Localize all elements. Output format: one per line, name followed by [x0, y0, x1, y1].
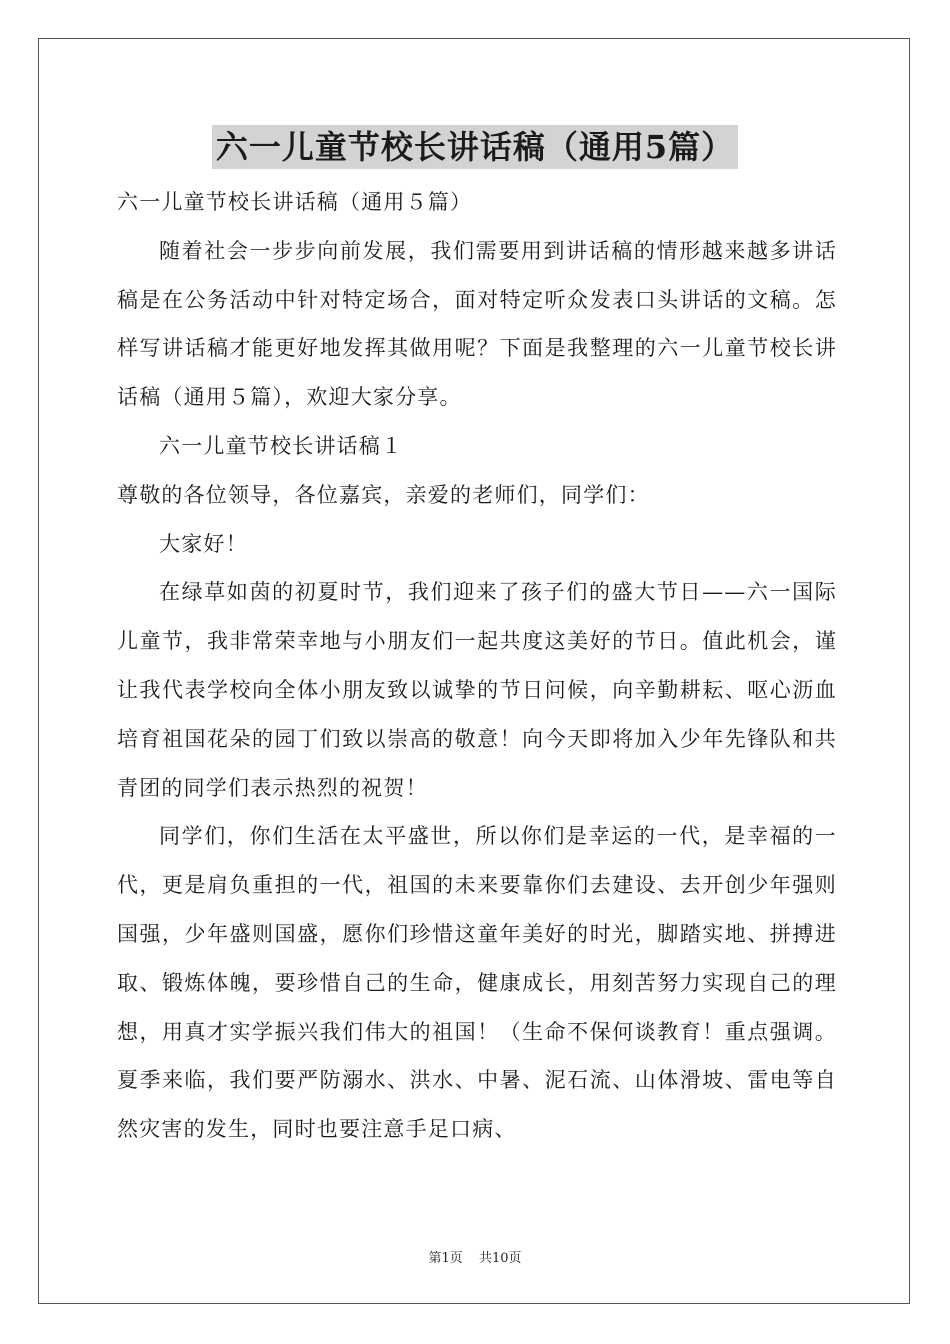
document-body [117, 178, 837, 1154]
page-number: 第1页 [428, 1251, 463, 1266]
body-paragraph: 同学们，你们生活在太平盛世，所以你们是幸运的一代，是幸福的一代，更是肩负重担的一代，祖国的未来要靠你们去建设、去开创少年强则国强，少年盛则国盛，愿你们珍惜这童年美好的时光，脚踏实地、拼搏进取、锻炼体魄，要珍惜自己的生命，健康成长，用刻苦努力实现自己的理想，用真才实学振兴我们伟大的祖国！（生命不保何谈教育！重点强调。夏季来临，我们要严防溺水、洪水、中暑、泥石流、山体滑坡、雷电等自然灾害的发生，同时也要注意手足口病、 [117, 824, 837, 1142]
salutation: 尊敬的各位领导，各位嘉宾，亲爱的老师们，同学们： [117, 482, 650, 507]
page-total: 共10页 [478, 1251, 522, 1266]
title-container [0, 125, 950, 169]
intro-paragraph: 随着社会一步步向前发展，我们需要用到讲话稿的情形越来越多讲话稿是在公务活动中针对特定场合，面对特定听众发表口头讲话的文稿。怎样写讲话稿才能更好地发挥其做用呢？下面是我整理的六一儿童节校长讲话稿（通用５篇），欢迎大家分享。 [117, 238, 837, 410]
greeting: 大家好！ [159, 531, 248, 556]
page-footer [0, 1247, 950, 1266]
section-heading: 六一儿童节校长讲话稿１ [159, 433, 404, 458]
body-paragraph: 在绿草如茵的初夏时节，我们迎来了孩子们的盛大节日——六一国际儿童节，我非常荣幸地与小朋友们一起共度这美好的节日。值此机会，谨让我代表学校向全体小朋友致以诚挚的节日问候，向辛勤耕耘、呕心沥血培育祖国花朵的园丁们致以崇高的敬意！向今天即将加入少年先锋队和共青团的同学们表示热烈的祝贺！ [117, 580, 837, 800]
document-title: 六一儿童节校长讲话稿（通用5篇） [212, 125, 738, 169]
subtitle-line: 六一儿童节校长讲话稿（通用５篇） [117, 190, 473, 214]
